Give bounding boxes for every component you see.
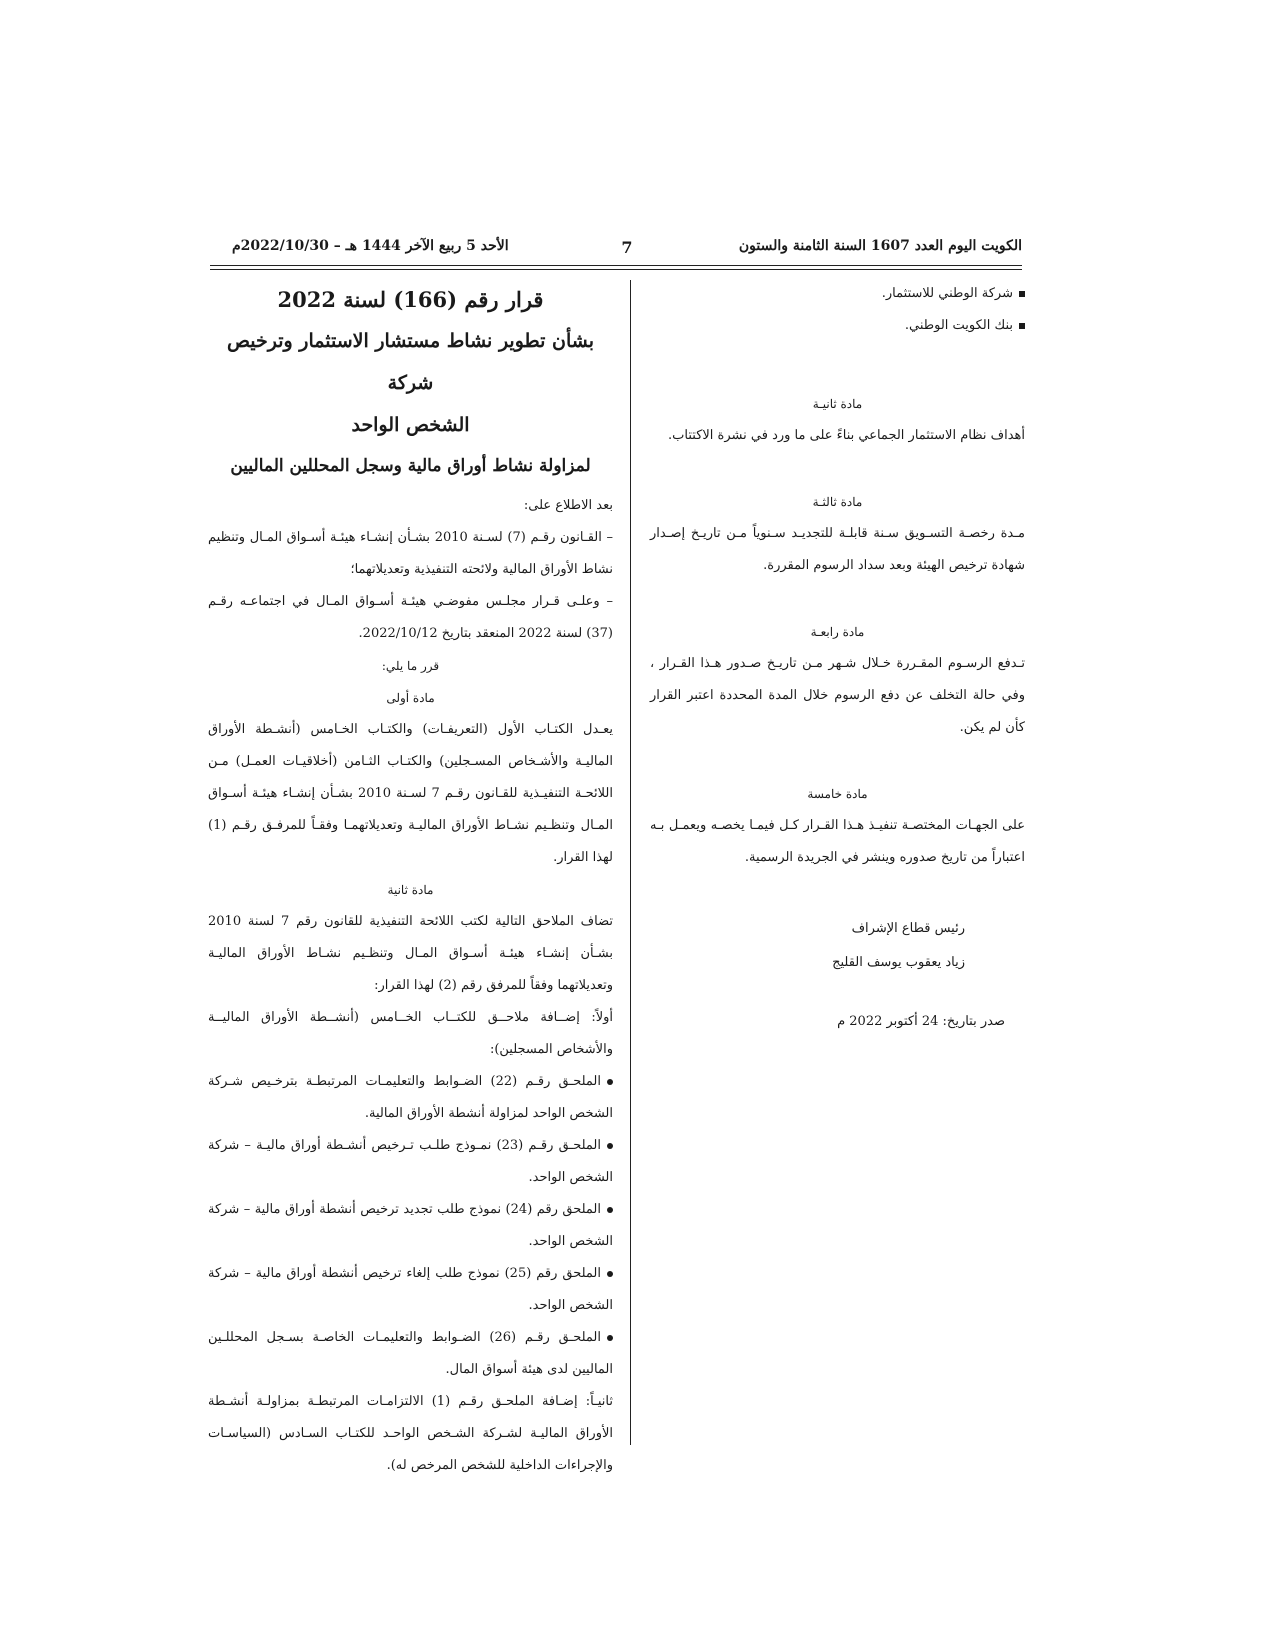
signature-block [650,912,965,980]
header-date: الأحد 5 ربيع الآخر 1444 هـ – 2022/10/30م [232,238,509,254]
article-text: أهداف نظام الاستثمار الجماعي بناءً على ما ورد في نشرة الاكتتاب. [668,428,1025,443]
article-text: تـدفع الرسـوم المقـررة خـلال شـهر مـن تاريـخ صـدور هـذا القـرار ، وفي حالة التخلف عن دفع الرسوم خلال المدة المحددة اعتبر القرار كأن لم يكن. [650,656,1025,735]
list-item-text: الملحق رقم (25) نموذج طلب إلغاء ترخيص أنشطة أوراق مالية – شركة الشخص الواحد. [208,1266,613,1313]
article-text: على الجهـات المختصـة تنفيـذ هـذا القـرار كـل فيمـا يخصـه ويعمـل بـه اعتباراً من تاريخ صدوره وينشر في الجريدة الرسمية. [650,818,1025,865]
list-item-text: الملحـق رقـم (22) الضـوابط والتعليمـات المرتبطـة بترخـيص شـركة الشخص الواحد لمزاولة أنشطة الأوراق المالية. [208,1074,613,1121]
header-rule-top [210,265,1022,266]
round-bullet-icon [607,1079,613,1085]
list-item-text: شركة الوطني للاستثمار. [881,286,1013,301]
decision-subtitle: الشخص الواحد [351,414,470,436]
section-second: ثانيـاً: إضـافة الملحـق رقـم (1) الالتزامـات المرتبطـة بمزاولـة أنشـطة الأوراق الماليـة لشـركة الشـخص الواحـد للكتـاب السـادس (السياسـات والإجراءات الداخلية للشخص المرخص له). [208,1394,613,1473]
signature-name: زياد يعقوب يوسف القليج [832,955,965,970]
list-item [208,1322,613,1386]
preamble: بعد الاطلاع على: [523,498,613,513]
list-item [650,310,1025,342]
signature-title: رئيس قطاع الإشراف [851,921,965,936]
article-title: مادة أولى [386,691,435,705]
article-title: مادة ثالثـة [812,495,863,509]
decision-subtitle: بشأن تطوير نشاط مستشار الاستثمار وترخيص شركة [226,330,595,394]
article-title: مادة ثانية [387,883,434,897]
decision-subtitle: لمزاولة نشاط أوراق مالية وسجل المحللين الماليين [230,456,591,476]
header-publication: الكويت اليوم العدد 1607 السنة الثامنة والستون [738,238,1022,254]
article-title: مادة رابعـة [810,625,865,639]
section-first: أولاً: إضــافة ملاحــق للكتــاب الخــامس (أنشــطة الأوراق الماليــة والأشخاص المسجلين): [208,1010,613,1057]
list-item [208,1258,613,1322]
round-bullet-icon [607,1143,613,1149]
header-rule-bottom [210,269,1022,270]
issue-date: صدر بتاريخ: 24 أكتوبر 2022 م [837,1014,1005,1029]
round-bullet-icon [607,1207,613,1213]
decision-title: قرار رقم (166) لسنة 2022 [277,287,544,312]
list-item-text: الملحق رقم (24) نموذج طلب تجديد ترخيص أنشطة أوراق مالية – شركة الشخص الواحد. [208,1202,613,1249]
left-column [208,280,613,1482]
decided-heading: قرر ما يلي: [381,659,440,673]
list-item-text: الملحـق رقـم (23) نمـوذج طلـب تـرخيص أنشـطة أوراق ماليـة – شركة الشخص الواحد. [208,1138,613,1185]
square-bullet-icon [1019,291,1025,297]
list-item [650,278,1025,310]
article-text: يعـدل الكتـاب الأول (التعريفـات) والكتـاب الخـامس (أنشـطة الأوراق الماليـة والأشـخاص المسـجلين) والكتـاب الثـامن (أخلاقيـات العمـل) مـن اللائحـة التنفيـذية للقـانون رقـم 7 لسـنة 2010 بشـأن إنشـاء هيئـة أسـواق المـال وتنظـيم نشـاط الأوراق الماليـة وتعديلاتهمـا وفقـاً للمرفـق رقـم (1) لهذا القرار. [208,722,613,865]
square-bullet-icon [1019,323,1025,329]
header-page-number: 7 [621,238,633,257]
recital: – وعلـى قـرار مجلـس مفوضـي هيئـة أسـواق المـال في اجتماعـه رقـم (37) لسنة 2022 المنعقد بتاريخ 2022/10/12. [208,594,613,641]
list-item-text: بنك الكويت الوطني. [904,318,1013,333]
page-header [232,238,1022,268]
article-text: تضاف الملاحق التالية لكتب اللائحة التنفيذية للقانون رقم 7 لسنة 2010 بشـأن إنشـاء هيئـة أسـواق المـال وتنظـيم نشـاط الأوراق الماليـة وتعديلاتهما وفقاً للمرفق رقم (2) لهذا القرار: [208,914,613,993]
article-title: مادة ثانيـة [812,397,863,411]
list-item-text: الملحـق رقـم (26) الضـوابط والتعليمـات الخاصـة بسـجل المحللـين الماليين لدى هيئة أسواق المال. [208,1330,613,1377]
right-column [650,278,1025,1038]
article-title: مادة خامسة [807,787,868,801]
article-text: مـدة رخصـة التسـويق سـنة قابلـة للتجديـد سـنوياً مـن تاريـخ إصـدار شهادة ترخيص الهيئة وبعد سداد الرسوم المقررة. [650,526,1025,573]
recital: – القـانون رقـم (7) لسـنة 2010 بشـأن إنشـاء هيئـة أسـواق المـال وتنظيم نشاط الأوراق المالية ولائحته التنفيذية وتعديلاتهما؛ [208,530,613,577]
list-item [208,1066,613,1130]
round-bullet-icon [607,1271,613,1277]
round-bullet-icon [607,1335,613,1341]
list-item [208,1130,613,1194]
list-item [208,1194,613,1258]
column-divider [630,280,631,1445]
